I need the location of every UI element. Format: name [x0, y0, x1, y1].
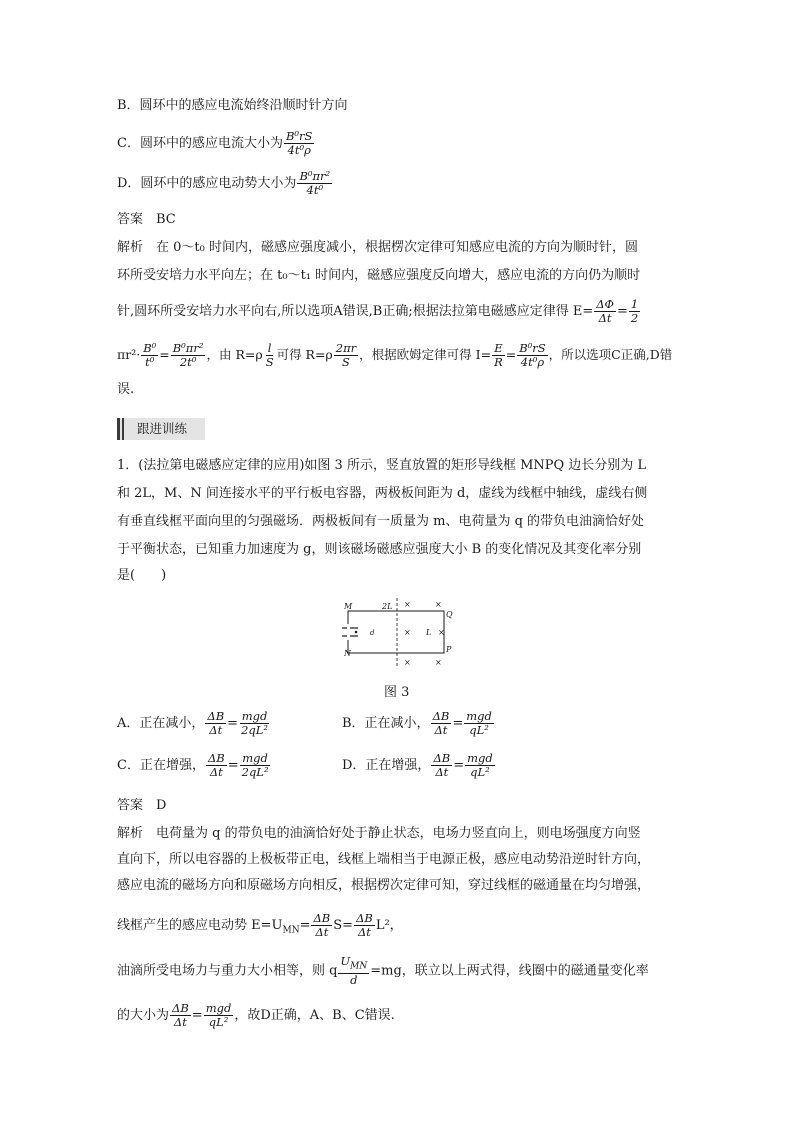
- capacitor-gap: [347, 624, 350, 640]
- label-q: Q: [446, 610, 453, 619]
- circuit-figure: [340, 596, 460, 676]
- question-line5: 是( ): [117, 568, 167, 583]
- field-cross: ×: [435, 658, 442, 667]
- option-c-fraction: $\frac{\text{B⁰rS}}{\text{4t⁰ρ}}$: [285, 129, 313, 157]
- option-b-top: B．圆环中的感应电流始终沿顺时针方向: [117, 98, 348, 113]
- field-cross: ×: [435, 600, 442, 609]
- option-c-top: [117, 130, 315, 157]
- section-tag: [117, 418, 205, 440]
- option-c-label: C．圆环中的感应电流大小为: [117, 136, 283, 151]
- option-d-fraction: $\frac{\text{B⁰πr²}}{\text{4t⁰}}$: [299, 169, 331, 197]
- analysis-2-line6: 的大小为 $\frac{\Delta B}{\Delta t}$ = $\frac{\text{mgd}}{\text{qL²}}$ ，故D正确，A、B、C错误.: [117, 1001, 395, 1029]
- section-tag-label: 跟进训练: [137, 421, 188, 436]
- analysis-1-line2: 环所受安培力水平向左；在 t₀～t₁ 时间内，磁感应强度反向增大，感应电流的方向仍为顺时: [117, 268, 641, 283]
- analysis-1-line5: 误.: [117, 382, 135, 397]
- answer-1: 答案 BC: [117, 212, 176, 227]
- analysis-2-line5: 油滴所受电场力与重力大小相等，则 q $\frac{U_{MN}}{d}$ =mg，联立以上两式得，线圈中的磁通量变化率: [117, 954, 649, 988]
- figure-caption: 图 3: [384, 685, 410, 700]
- label-l: L: [426, 628, 432, 637]
- question-line3: 有垂直线框平面向里的匀强磁场．两极板间有一质量为 m、电荷量为 q 的带负电油滴恰好处: [117, 514, 645, 529]
- tag-bar: [122, 418, 124, 440]
- answer-2: 答案 D: [117, 798, 167, 813]
- field-cross: ×: [404, 600, 411, 609]
- option-d-label: D．圆环中的感应电动势大小为: [117, 176, 297, 191]
- label-d: d: [370, 629, 375, 637]
- analysis-2-line3: 感应电流的磁场方向和原磁场方向相反，根据楞次定律可知，穿过线框的磁通量在均匀增强，: [117, 878, 651, 893]
- choice-c[interactable]: C．正在增强， $\frac{\Delta B}{\Delta t}$ = $\frac{\text{mgd}}{\text{2qL²}}$: [117, 751, 269, 779]
- question-line2: 和 2L，M、N 间连接水平的平行板电容器，两极板间距为 d，虚线为线框中轴线，虚线右侧: [117, 486, 648, 501]
- label-n: N: [344, 649, 351, 658]
- label-2l: 2L: [382, 602, 393, 611]
- field-cross: ×: [404, 628, 411, 637]
- analysis-2-line2: 直向下，所以电容器的上极板带正电，线框上端相当于电源正极，感应电动势沿逆时针方向，: [117, 852, 651, 867]
- analysis-1-line4: πr²· $\frac{\text{B⁰}}{\text{t⁰}}$ = $\frac{\text{B⁰πr²}}{\text{2t⁰}}$ ，由 R=ρ $\frac{l}{S}$ 可得 R=ρ $\frac{2\pi r}{S}$ ，根据欧姆定律可得 I= $\frac{E}{R}$ = $\frac{\text{B⁰rS}}{\text{4t⁰ρ}}$ ，所以选项C正确,D错: [117, 341, 673, 369]
- analysis-2-line1: 解析 电荷量为 q 的带负电的油滴恰好处于静止状态，电场力竖直向上，则电场强度方向竖: [117, 826, 641, 841]
- tag-bar: [117, 418, 120, 440]
- field-cross: ×: [438, 628, 445, 637]
- question-line4: 于平衡状态，已知重力加速度为 g，则该磁场磁感应强度大小 B 的变化情况及其变化率分别: [117, 542, 642, 557]
- choice-d[interactable]: D．正在增强， $\frac{\Delta B}{\Delta t}$ = $\frac{\text{mgd}}{\text{qL²}}$: [342, 751, 493, 779]
- analysis-1-line1: 解析 在 0～t₀ 时间内，磁感应强度减小，根据楞次定律可知感应电流的方向为顺时针，圆: [117, 240, 638, 255]
- choice-a[interactable]: A．正在减小， $\frac{\Delta B}{\Delta t}$ = $\frac{\text{mgd}}{\text{2qL²}}$: [117, 709, 268, 737]
- oil-drop: [355, 631, 358, 634]
- label-m: M: [344, 602, 353, 611]
- question-line1: 1．(法拉第电磁感应定律的应用)如图 3 所示，竖直放置的矩形导线框 MNPQ 边长分别为 L: [117, 458, 647, 473]
- choice-b[interactable]: B．正在减小， $\frac{\Delta B}{\Delta t}$ = $\frac{\text{mgd}}{\text{qL²}}$: [342, 709, 492, 737]
- analysis-1-line3: 针,圆环所受安培力水平向右,所以选项A错误,B正确;根据法拉第电磁感应定律得 E= $\frac{\Delta\Phi}{\Delta t}$ = $\frac{1}{2}$: [117, 297, 639, 325]
- label-p: P: [446, 645, 452, 654]
- analysis-2-line4: 线框产生的感应电动势 $E=U_{MN}=$ $\frac{\Delta B}{\Delta t}$ S= $\frac{\Delta B}{\Delta t}$ L²，: [117, 911, 403, 939]
- field-cross: ×: [404, 658, 411, 667]
- option-d-top: [117, 170, 333, 197]
